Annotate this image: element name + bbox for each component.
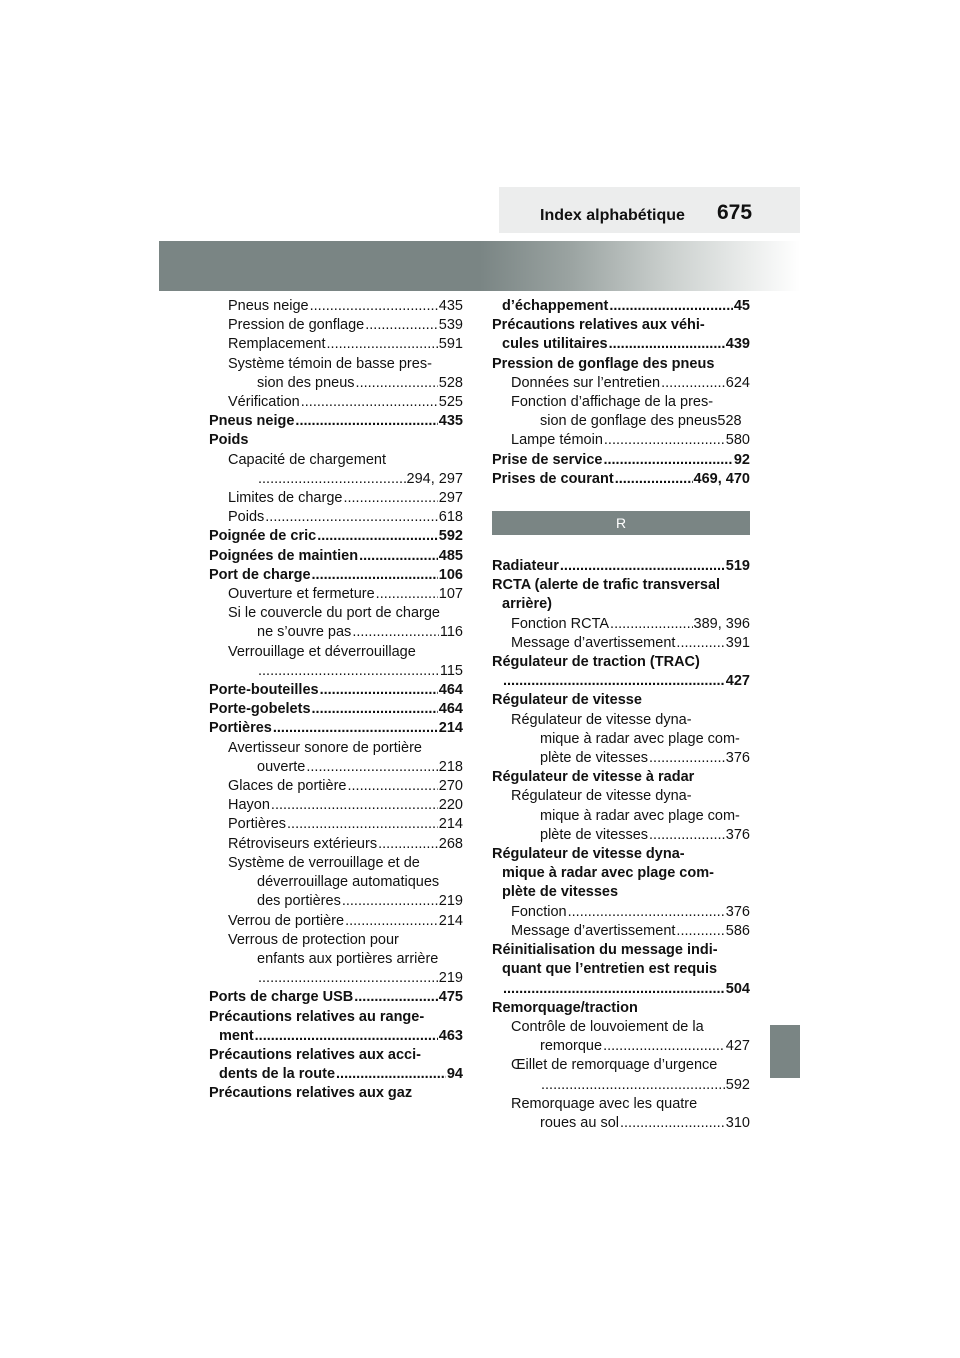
index-entry-page: 592 — [438, 528, 463, 545]
leader-dots — [287, 815, 438, 834]
index-entry-text: Message d’avertissement — [511, 922, 676, 939]
index-entry-text: Port de charge — [209, 566, 311, 583]
index-entry-text: Lampe témoin — [511, 432, 603, 449]
index-entry — [209, 604, 463, 642]
leader-dots — [336, 1065, 446, 1084]
leader-dots — [649, 749, 725, 768]
index-entry-page: 580 — [725, 432, 750, 449]
index-entry-page: 214 — [438, 720, 463, 737]
index-entry-text: Régulateur de vitesse à radar — [492, 769, 695, 786]
index-entry — [209, 931, 463, 989]
index-entry — [209, 700, 463, 719]
leader-dots — [301, 393, 438, 412]
index-entry — [492, 768, 750, 787]
index-entry — [492, 634, 750, 653]
index-entry-page: 116 — [439, 624, 463, 641]
leader-dots — [503, 672, 725, 691]
index-entry — [492, 557, 750, 576]
index-entry — [209, 489, 463, 508]
index-entry — [209, 854, 463, 912]
index-entry — [492, 470, 750, 489]
index-entry-text: Porte-gobelets — [209, 701, 311, 718]
index-entry-text: sion des pneus — [257, 374, 355, 391]
index-entry-text: Poignée de cric — [209, 528, 317, 545]
index-entry-text: Pneus neige — [209, 413, 295, 430]
index-entry — [492, 999, 750, 1018]
leader-dots — [265, 508, 438, 527]
index-entry-text: Prise de service — [492, 451, 603, 468]
index-entry-page: 310 — [725, 1114, 750, 1131]
index-entry-text: ouverte — [257, 758, 306, 775]
index-entry — [492, 787, 750, 845]
leader-dots — [342, 892, 438, 911]
index-entry-page: 214 — [438, 816, 463, 833]
leader-dots — [603, 451, 732, 470]
index-entry-text: Avertisseur sonore de portière — [228, 739, 422, 756]
index-entry-page: 427 — [725, 1038, 750, 1055]
leader-dots — [312, 700, 438, 719]
index-entry — [209, 335, 463, 354]
index-entry-page: 376 — [725, 903, 750, 920]
index-entry-text: Radiateur — [492, 558, 559, 575]
index-entry — [492, 297, 750, 316]
index-entry — [209, 796, 463, 815]
index-entry-text: Portières — [228, 816, 287, 833]
index-entry-page: 94 — [446, 1066, 463, 1083]
leader-dots — [376, 585, 438, 604]
index-entry — [209, 508, 463, 527]
index-entry-page: 214 — [438, 912, 463, 929]
leader-dots — [609, 335, 725, 354]
index-entry — [209, 393, 463, 412]
leader-dots — [661, 374, 725, 393]
leader-dots — [317, 527, 438, 546]
index-entry-text: Poids — [228, 509, 265, 526]
index-entry-page: 591 — [438, 336, 463, 353]
index-entry-text: plète de vitesses — [540, 750, 649, 767]
leader-dots — [347, 777, 437, 796]
leader-dots — [676, 634, 724, 653]
leader-dots — [604, 431, 725, 450]
index-entry — [209, 643, 463, 681]
index-entry — [209, 719, 463, 738]
index-entry — [209, 547, 463, 566]
index-entry-text: Régulateur de vitesse dyna- — [511, 788, 692, 805]
leader-dots — [320, 681, 438, 700]
index-entry — [492, 1056, 750, 1094]
index-entry — [209, 681, 463, 700]
index-entry — [209, 835, 463, 854]
leader-dots — [620, 1114, 725, 1133]
index-entry — [492, 431, 750, 450]
index-entry-page: 618 — [438, 509, 463, 526]
index-entry-page: 439 — [725, 336, 750, 353]
index-entry-page: 464 — [438, 682, 463, 699]
index-entry-text: cules utilitaires — [502, 336, 608, 353]
index-entry — [209, 297, 463, 316]
index-entry-page: 519 — [725, 558, 750, 575]
index-entry-text: mique à radar avec plage com- — [540, 730, 740, 747]
index-entry — [492, 374, 750, 393]
index-entry-text: Fonction — [511, 903, 567, 920]
index-entry-text: Régulateur de vitesse dyna- — [511, 711, 692, 728]
index-entry — [209, 412, 463, 431]
index-entry-page: 463 — [438, 1027, 463, 1044]
index-entry-text: Vérification — [228, 394, 300, 411]
index-entry-text: sion de gonflage des pneus — [540, 413, 718, 430]
index-entry-text: Fonction RCTA — [511, 615, 610, 632]
leader-dots — [255, 1027, 438, 1046]
index-entry-text: Système témoin de basse pres- — [228, 355, 432, 372]
index-entry-page: 294, 297 — [406, 470, 463, 487]
leader-dots — [649, 826, 725, 845]
leader-dots — [610, 615, 693, 634]
leader-dots — [273, 719, 438, 738]
index-entry-page: 106 — [438, 566, 463, 583]
index-entry-text: Fonction d’affichage de la pres- — [511, 394, 714, 411]
index-entry-text: Pneus neige — [228, 298, 309, 314]
index-entry-text: Précautions relatives aux gaz — [209, 1085, 413, 1102]
leader-dots — [609, 297, 733, 316]
leader-dots — [356, 374, 438, 393]
leader-dots — [359, 547, 438, 566]
index-entry-text: quant que l’entretien est requis — [502, 961, 718, 978]
index-entry-page: 624 — [725, 374, 750, 391]
index-entry-page: 376 — [725, 750, 750, 767]
index-entry-text: Rétroviseurs extérieurs — [228, 835, 378, 852]
index-entry-text: Réinitialisation du message indi- — [492, 942, 718, 959]
index-entry-text: Régulateur de vitesse dyna- — [492, 846, 685, 863]
index-entry-page: 427 — [725, 673, 750, 690]
index-entry-page: 270 — [438, 778, 463, 795]
index-entry-page: 475 — [438, 989, 463, 1006]
index-entry — [209, 1046, 463, 1084]
page-number: 675 — [717, 201, 753, 224]
leader-dots — [258, 470, 406, 489]
leader-dots — [541, 1076, 725, 1095]
index-entry — [209, 739, 463, 777]
index-entry-text: enfants aux portières arrière — [257, 950, 439, 967]
index-entry-text: Si le couvercle du port de charge — [228, 605, 440, 622]
leader-dots — [312, 566, 438, 585]
index-entry — [209, 988, 463, 1007]
leader-dots — [615, 470, 693, 489]
index-entry-page: 376 — [725, 826, 750, 843]
index-entry-page: 435 — [438, 298, 463, 314]
index-entry-text: Pression de gonflage — [228, 317, 365, 334]
leader-dots — [378, 835, 438, 854]
leader-dots — [327, 335, 438, 354]
leader-dots — [560, 557, 725, 576]
index-entry-text: Verrouillage et déverrouillage — [228, 643, 416, 660]
index-entry-page: 107 — [438, 586, 463, 603]
index-entry-page: 115 — [439, 662, 463, 679]
index-entry-text: remorque — [540, 1038, 603, 1055]
index-entry-text: Précautions relatives aux acci- — [209, 1046, 421, 1063]
index-entry-page: 528 — [717, 413, 742, 430]
index-entry-text: Régulateur de vitesse — [492, 692, 642, 709]
index-entry-text: RCTA (alerte de trafic transversal — [492, 577, 721, 594]
index-entry-page: 220 — [438, 797, 463, 814]
index-entry-text: Verrous de protection pour — [228, 931, 399, 948]
index-entry-page: 435 — [438, 413, 463, 430]
index-entry-page: 528 — [438, 374, 463, 391]
index-entry-text: roues au sol — [540, 1114, 619, 1131]
index-entry-page: 504 — [725, 980, 750, 997]
index-entry — [492, 691, 750, 710]
index-entry-page: 268 — [438, 835, 463, 852]
index-entry-page: 485 — [438, 547, 463, 564]
index-entry-page: 297 — [438, 490, 463, 507]
leader-dots — [352, 623, 439, 642]
index-entry — [209, 316, 463, 335]
index-entry-text: Pression de gonflage des pneus — [492, 355, 715, 372]
leader-dots — [295, 412, 437, 431]
leader-dots — [258, 969, 438, 988]
index-entry — [209, 1008, 463, 1046]
index-entry — [209, 431, 463, 450]
index-entry-text: mique à radar avec plage com- — [540, 807, 740, 824]
index-entry-text: mique à radar avec plage com- — [502, 865, 714, 882]
index-entry — [492, 922, 750, 941]
index-entry-text: Verrou de portière — [228, 912, 345, 929]
index-entry — [492, 1095, 750, 1133]
index-entry — [492, 576, 750, 614]
index-entry-text: Œillet de remorquage d’urgence — [511, 1057, 718, 1074]
index-entry-page: 92 — [733, 451, 750, 468]
leader-dots — [603, 1037, 725, 1056]
index-entry-text: Ouverture et fermeture — [228, 586, 375, 603]
index-entry-text: Limites de charge — [228, 490, 343, 507]
section-letter-bar: R — [492, 511, 750, 535]
index-entry-text: Portières — [209, 720, 272, 737]
leader-dots — [306, 758, 437, 777]
index-entry-page: 45 — [733, 298, 750, 314]
leader-dots — [354, 988, 438, 1007]
index-entry-text: déverrouillage automatiques — [257, 874, 440, 891]
index-entry — [209, 355, 463, 393]
index-entry — [492, 393, 750, 431]
index-entry-text: plète de vitesses — [540, 826, 649, 843]
index-entry — [209, 777, 463, 796]
index-entry-text: d’échappement — [502, 298, 609, 314]
index-entry — [492, 845, 750, 903]
index-entry-text: plète de vitesses — [502, 884, 619, 901]
index-entry — [209, 527, 463, 546]
index-entry — [492, 615, 750, 634]
leader-dots — [345, 912, 438, 931]
index-entry-text: arrière) — [502, 596, 552, 613]
index-entry — [492, 903, 750, 922]
index-entry-page: 219 — [438, 970, 463, 987]
section-side-tab — [770, 1025, 800, 1078]
index-entry-page: 586 — [725, 922, 750, 939]
index-entry-page: 218 — [438, 758, 463, 775]
index-entry-text: Régulateur de traction (TRAC) — [492, 654, 700, 671]
leader-dots — [310, 297, 438, 316]
index-entry-page: 391 — [725, 634, 750, 651]
index-entry-page: 469, 470 — [693, 470, 750, 487]
index-entry — [209, 815, 463, 834]
index-entry-page: 464 — [438, 701, 463, 718]
index-entry-text: des portières — [257, 893, 341, 910]
index-entry-text: Message d’avertissement — [511, 634, 676, 651]
index-entry — [492, 1018, 750, 1056]
index-entry — [209, 585, 463, 604]
index-entry — [492, 941, 750, 999]
index-entry-text: Capacité de chargement — [228, 451, 386, 468]
index-entry-text: dents de la route — [219, 1066, 336, 1083]
index-entry-page: 219 — [438, 893, 463, 910]
index-column-left — [209, 297, 463, 1104]
index-entry-text: ne s’ouvre pas — [257, 624, 352, 641]
index-entry — [492, 451, 750, 470]
index-entry-text: Remplacement — [228, 336, 326, 353]
index-entry-text: Ports de charge USB — [209, 989, 354, 1006]
leader-dots — [676, 922, 724, 941]
index-entry — [492, 355, 750, 374]
index-entry-text: Précautions relatives au range- — [209, 1008, 425, 1025]
page-header-title: Index alphabétique — [540, 207, 685, 224]
index-entry-text: Hayon — [228, 797, 270, 814]
index-entry-page: 525 — [438, 394, 463, 411]
leader-dots — [503, 980, 725, 999]
leader-dots — [258, 662, 439, 681]
index-entry-text: Porte-bouteilles — [209, 682, 319, 699]
index-entry-text: Remorquage/traction — [492, 999, 638, 1016]
leader-dots — [271, 796, 438, 815]
index-entry — [209, 912, 463, 931]
index-entry-page: 592 — [725, 1076, 750, 1093]
leader-dots — [568, 903, 725, 922]
index-entry-text: ment — [219, 1027, 254, 1044]
header-banner — [159, 241, 800, 291]
index-entry-text: Contrôle de louvoiement de la — [511, 1018, 704, 1035]
index-entry-text: Poids — [209, 432, 249, 449]
index-entry-text: Précautions relatives aux véhi- — [492, 317, 705, 334]
index-entry — [209, 1084, 463, 1103]
index-entry-text: Données sur l’entretien — [511, 374, 661, 391]
leader-dots — [343, 489, 437, 508]
index-entry — [209, 566, 463, 585]
index-entry-text: Poignées de maintien — [209, 547, 359, 564]
index-column-right — [492, 297, 750, 1133]
index-entry-text: Remorquage avec les quatre — [511, 1095, 698, 1112]
index-entry-page: 389, 396 — [693, 615, 750, 632]
index-entry — [492, 653, 750, 691]
index-entry-text: Système de verrouillage et de — [228, 854, 420, 871]
index-entry-text: Glaces de portière — [228, 778, 347, 795]
index-entry-page: 539 — [438, 317, 463, 334]
index-entry-text: Prises de courant — [492, 470, 614, 487]
index-entry — [492, 711, 750, 769]
leader-dots — [365, 316, 438, 335]
index-entry — [492, 316, 750, 354]
index-entry — [209, 451, 463, 489]
